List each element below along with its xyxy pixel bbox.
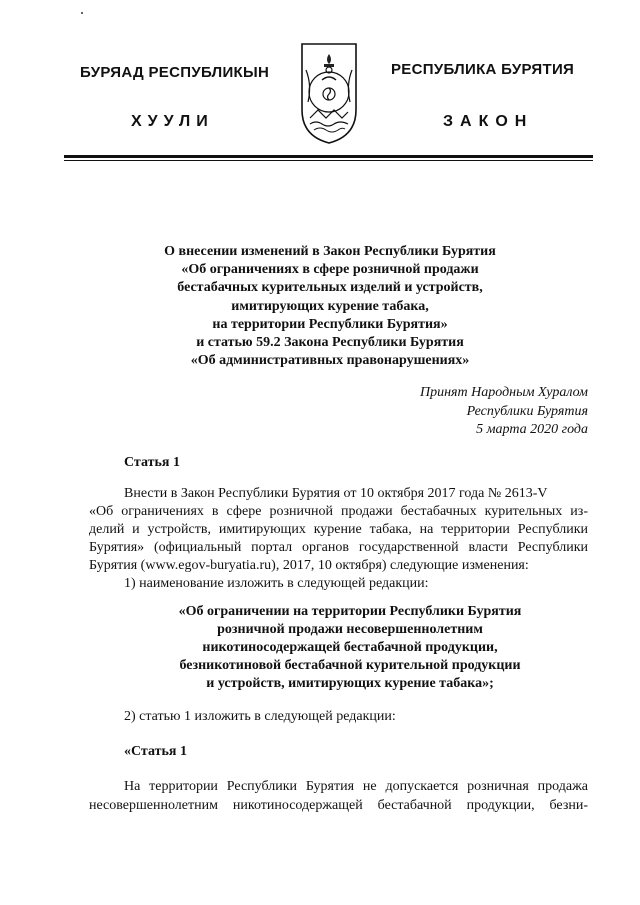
final-paragraph-line: На территории Республики Бурятия не допускается розничная продажа <box>124 779 588 794</box>
header-left-title: БУРЯАД РЕСПУБЛИКЫН <box>80 64 270 81</box>
paragraph-line: «Об ограничениях в сфере розничной продажи бестабачных курительных из- <box>89 504 588 519</box>
law-title-line: «Об административных правонарушениях» <box>190 353 470 369</box>
header-right-doc-type: ЗАКОН <box>443 113 534 130</box>
new-title-quote <box>150 603 550 693</box>
paragraph-line: делий и устройств, имитирующих курение табака, на территории Республики <box>89 522 588 537</box>
law-title <box>80 243 580 370</box>
header-left-doc-type: ХУУЛИ <box>131 113 214 130</box>
header-divider-thin <box>64 160 593 161</box>
law-title-line: и статью 59.2 Закона Республики Бурятия <box>196 335 464 351</box>
header-right-title: РЕСПУБЛИКА БУРЯТИЯ <box>391 61 575 78</box>
adoption-note-line: 5 марта 2020 года <box>476 422 588 437</box>
law-title-line: О внесении изменений в Закон Республики Бурятия <box>164 244 496 259</box>
adoption-note-line: Республики Бурятия <box>466 403 588 419</box>
final-paragraph-line: несовершеннолетним никотиносодержащей бестабачной продукции, безни- <box>89 798 588 813</box>
amendment-item-2: 2) статью 1 изложить в следующей редакции: <box>124 709 396 724</box>
adoption-note-line: Принят Народным Хуралом <box>419 385 588 400</box>
header-divider-thick <box>64 155 593 158</box>
law-title-line: на территории Республики Бурятия» <box>212 316 448 332</box>
law-title-line: «Об ограничениях в сфере розничной продажи <box>181 262 479 278</box>
new-title-line: никотиносодержащей бестабачной продукции, <box>202 640 498 655</box>
new-title-line: безникотиновой бестабачной курительной продукции <box>179 658 521 673</box>
paragraph-line: Внести в Закон Республики Бурятия от 10 октября 2017 года № 2613-V <box>124 486 548 501</box>
paragraph-line: Бурятия (www.egov-buryatia.ru), 2017, 10 октября) следующие изменения: <box>89 558 529 573</box>
new-title-line: и устройств, имитирующих курение табака»; <box>206 676 494 691</box>
amendment-item-1: 1) наименование изложить в следующей редакции: <box>124 576 429 591</box>
article-heading: Статья 1 <box>124 455 180 470</box>
new-title-line: «Об ограничении на территории Республики Бурятия <box>178 604 522 619</box>
scan-speck <box>81 12 83 14</box>
adoption-note <box>420 384 588 440</box>
paragraph-line: Бурятия» (официальный портал органов государственной власти Республики <box>89 540 588 555</box>
new-title-line: розничной продажи несовершеннолетним <box>217 622 483 637</box>
law-title-line: бестабачных курительных изделий и устройств, <box>177 280 483 296</box>
law-title-line: имитирующих курение табака, <box>231 298 429 314</box>
republic-of-buryatia-coat-of-arms-icon <box>298 40 360 146</box>
quoted-article-heading: «Статья 1 <box>124 744 187 759</box>
